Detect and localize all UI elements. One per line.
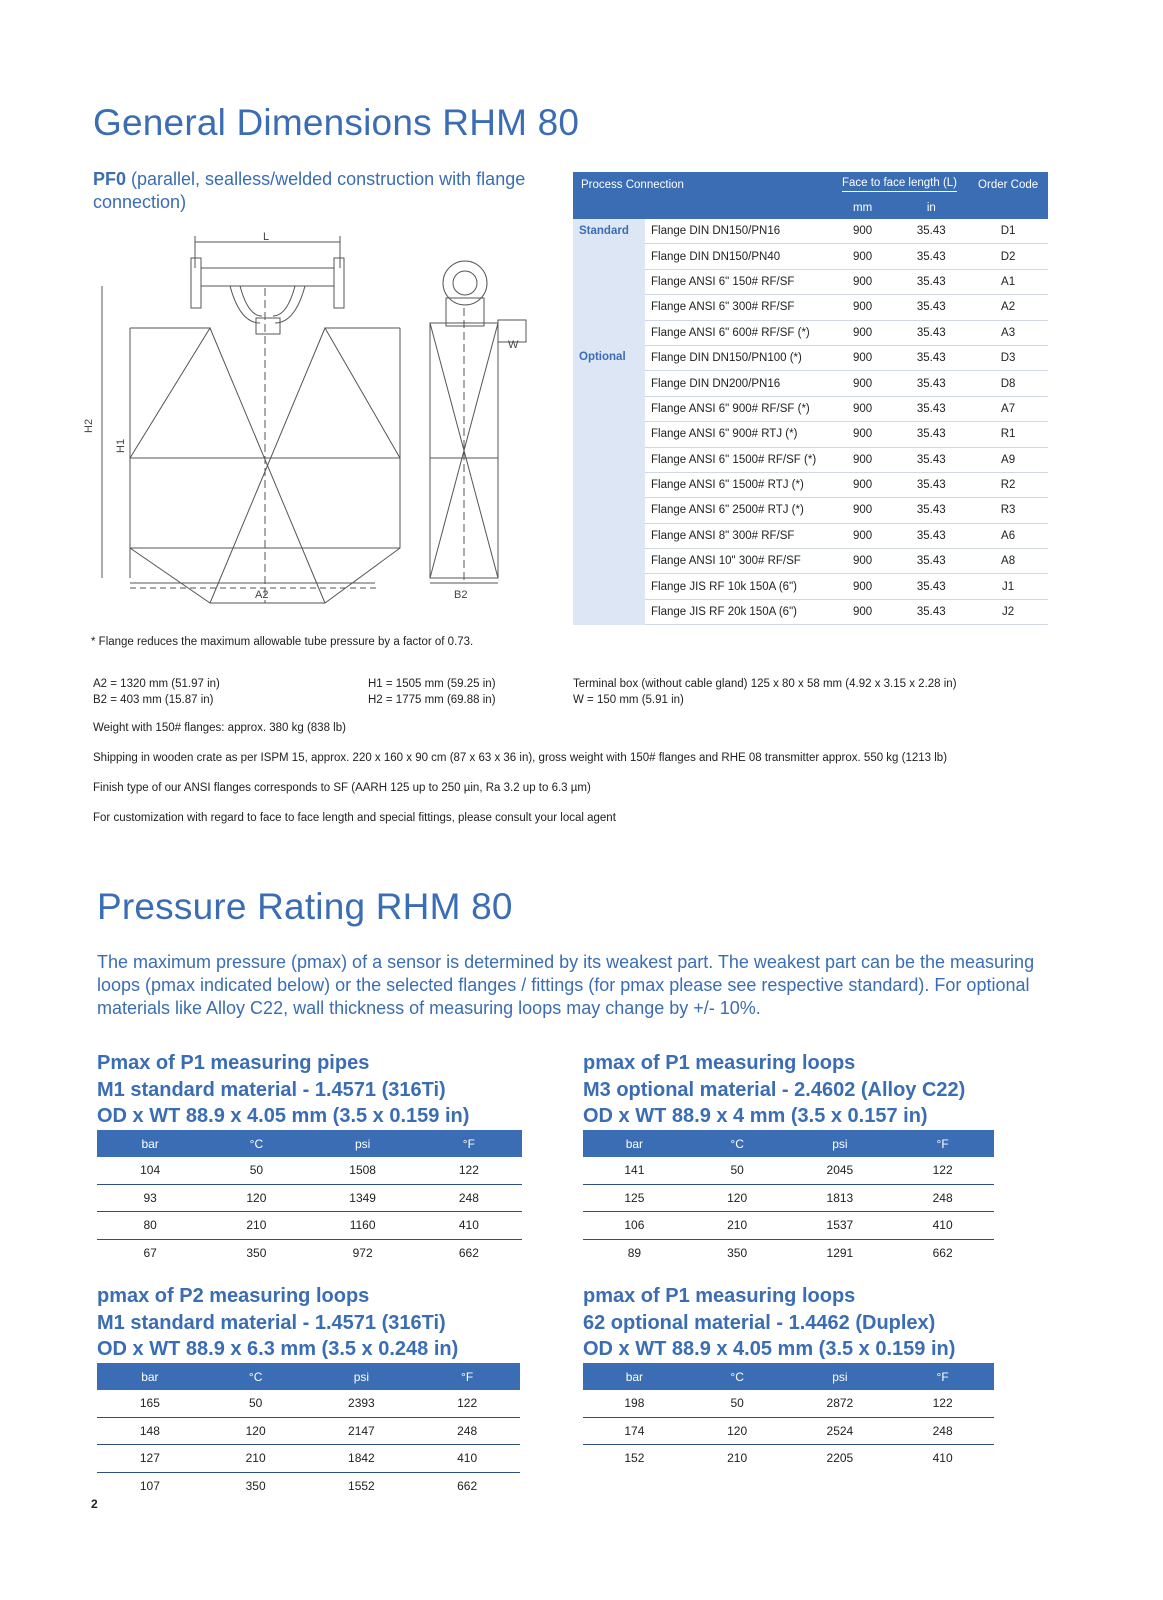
pressure-section-title (97, 1283, 458, 1363)
pressure-cell: 122 (414, 1390, 520, 1417)
in-cell: 35.43 (894, 498, 968, 523)
order-code-cell: R3 (968, 498, 1048, 523)
left-flange (191, 258, 201, 308)
in-cell: 35.43 (894, 371, 968, 396)
pressure-title: Pressure Rating RHM 80 (97, 886, 513, 927)
pressure-cell: 2205 (826, 1451, 854, 1466)
pressure-title-line: M1 standard material - 1.4571 (316Ti) (97, 1311, 446, 1334)
flange-cell: Flange ANSI 6" 150# RF/SF (645, 269, 831, 294)
col-header: bar (583, 1130, 686, 1157)
col-header: °F (891, 1363, 994, 1390)
in-cell: 35.43 (894, 472, 968, 497)
in-cell: 35.43 (894, 320, 968, 345)
table-row (97, 1390, 520, 1417)
header-blank (968, 197, 1048, 219)
mm-cell: 900 (831, 295, 895, 320)
pressure-cell: 198 (583, 1390, 686, 1417)
flange-cell: Flange ANSI 6" 1500# RF/SF (*) (645, 447, 831, 472)
pressure-cell: 210 (203, 1212, 309, 1240)
mm-cell: 900 (831, 345, 895, 370)
dim-a2-b2 (93, 676, 220, 708)
note-shipping: Shipping in wooden crate as per ISPM 15, approx. 220 x 160 x 90 cm (87 x 63 x 36 in), gross weight with 150# flanges and RHE 08 transmitter approx. 550 kg (1213 lb) (93, 752, 948, 764)
pressure-cell: 165 (97, 1390, 203, 1417)
pressure-cell: 410 (416, 1212, 522, 1240)
mm-cell: 900 (831, 574, 895, 599)
pressure-cell: 125 (583, 1184, 686, 1212)
process-row (573, 523, 1048, 548)
pressure-section-title (583, 1050, 965, 1130)
pressure-title-line: pmax of P1 measuring loops (583, 1285, 856, 1307)
table-row (583, 1184, 994, 1212)
pressure-title-line: OD x WT 88.9 x 4.05 mm (3.5 x 0.159 in) (583, 1338, 956, 1360)
header-row (583, 1363, 994, 1390)
pressure-title-line: OD x WT 88.9 x 4.05 mm (3.5 x 0.159 in) (97, 1105, 470, 1127)
mm-cell: 900 (831, 422, 895, 447)
pressure-section-title (583, 1283, 955, 1363)
label-b2: B2 (454, 589, 468, 601)
pressure-cell: 1552 (348, 1478, 375, 1493)
pressure-cell: 662 (458, 1245, 479, 1260)
process-row (573, 574, 1048, 599)
pressure-cell: 350 (245, 1478, 266, 1493)
dim-h1: H1 = 1505 mm (59.25 in) (368, 678, 496, 690)
in-cell: 35.43 (894, 219, 968, 244)
in-cell: 35.43 (894, 523, 968, 548)
pressure-header (97, 1363, 520, 1390)
header-face-to-face (831, 172, 968, 197)
pressure-title-line: OD x WT 88.9 x 6.3 mm (3.5 x 0.248 in) (97, 1338, 459, 1360)
pressure-cell: 662 (932, 1245, 953, 1260)
pressure-cell: 972 (352, 1245, 373, 1260)
pressure-title-line: Pmax of P1 measuring pipes (97, 1052, 370, 1074)
pressure-title-line: pmax of P1 measuring loops (583, 1052, 856, 1074)
pressure-cell: 120 (203, 1417, 309, 1445)
col-header: °F (891, 1130, 994, 1157)
pressure-title-line: M1 standard material - 1.4571 (316Ti) (97, 1078, 446, 1101)
header-blank (573, 197, 831, 219)
pressure-cell: 148 (97, 1417, 203, 1445)
pressure-cell: 104 (97, 1157, 203, 1184)
process-row (573, 295, 1048, 320)
pressure-body (583, 1157, 994, 1266)
group-label: Standard (573, 219, 645, 345)
in-cell: 35.43 (894, 396, 968, 421)
flange-cell: Flange DIN DN150/PN100 (*) (645, 345, 831, 370)
flange-cell: Flange ANSI 6" 300# RF/SF (645, 295, 831, 320)
dim-w: W = 150 mm (5.91 in) (573, 694, 684, 706)
pressure-cell: 210 (686, 1212, 789, 1240)
mm-cell: 900 (831, 396, 895, 421)
order-code-cell: D8 (968, 371, 1048, 396)
process-row (573, 244, 1048, 269)
in-cell: 35.43 (894, 447, 968, 472)
col-header: bar (583, 1363, 686, 1390)
dimension-drawing (80, 228, 550, 608)
order-code-cell: A9 (968, 447, 1048, 472)
flange-cell: Flange JIS RF 20k 150A (6") (645, 599, 831, 624)
pressure-section-title (97, 1050, 469, 1130)
note-weight: Weight with 150# flanges: approx. 380 kg (838 lb) (93, 722, 346, 734)
table-row (97, 1157, 522, 1184)
mm-cell: 900 (831, 498, 895, 523)
pressure-cell: 1291 (826, 1245, 854, 1260)
pressure-cell: 2045 (789, 1157, 892, 1184)
pressure-cell: 50 (686, 1157, 789, 1184)
table-row (583, 1445, 994, 1472)
pressure-cell: 350 (246, 1245, 267, 1260)
flange-cell: Flange ANSI 6" 1500# RTJ (*) (645, 472, 831, 497)
in-cell: 35.43 (894, 295, 968, 320)
pressure-cell: 127 (97, 1445, 203, 1473)
pressure-cell: 1508 (310, 1157, 416, 1184)
dim-h1-h2 (368, 676, 496, 708)
mm-cell: 900 (831, 447, 895, 472)
order-code-cell: A8 (968, 549, 1048, 574)
mm-cell: 900 (831, 523, 895, 548)
flange-cell: Flange ANSI 10" 300# RF/SF (645, 549, 831, 574)
mm-cell: 900 (831, 219, 895, 244)
pressure-body (97, 1157, 522, 1266)
footnote: * Flange reduces the maximum allowable tube pressure by a factor of 0.73. (91, 636, 474, 648)
pressure-table-p1-duplex (583, 1363, 994, 1472)
flange-cell: Flange JIS RF 10k 150A (6") (645, 574, 831, 599)
dim-b2: B2 = 403 mm (15.87 in) (93, 694, 214, 706)
header-row (97, 1130, 522, 1157)
header-mm: mm (831, 197, 895, 219)
pressure-table-p2-m1 (97, 1363, 520, 1499)
label-h2: H2 (83, 418, 95, 433)
construction-text: (parallel, sealless/welded construction with flange connection) (93, 169, 526, 212)
col-header: psi (310, 1130, 416, 1157)
flange-cell: Flange ANSI 6" 2500# RTJ (*) (645, 498, 831, 523)
pressure-cell: 2147 (309, 1417, 415, 1445)
top-pipe (201, 268, 334, 286)
table-row (583, 1390, 994, 1417)
right-flange (334, 258, 344, 308)
process-row (573, 371, 1048, 396)
pressure-body (97, 1390, 520, 1499)
pressure-cell: 120 (686, 1417, 789, 1445)
mm-cell: 900 (831, 371, 895, 396)
pressure-cell: 1813 (789, 1184, 892, 1212)
pressure-title-line: OD x WT 88.9 x 4 mm (3.5 x 0.157 in) (583, 1105, 928, 1127)
process-row (573, 447, 1048, 472)
pressure-title-line: 62 optional material - 1.4462 (Duplex) (583, 1311, 936, 1334)
pressure-body (583, 1390, 994, 1472)
pressure-cell: 662 (457, 1478, 478, 1493)
mm-cell: 900 (831, 472, 895, 497)
construction-code: PF0 (93, 169, 127, 189)
table-row (583, 1157, 994, 1184)
dim-a2: A2 = 1320 mm (51.97 in) (93, 678, 220, 690)
pressure-table-p1-m3 (583, 1130, 994, 1266)
pressure-cell: 2393 (309, 1390, 415, 1417)
process-row (573, 219, 1048, 244)
pressure-description: The maximum pressure (pmax) of a sensor is determined by its weakest part. The weakest part can be the measuring loops (pmax indicated below) or the selected flanges / fittings (for pmax please see respective standard). For optional materials like Alloy C22, wall thickness of measuring loops may change by +/- 10%. (97, 952, 1035, 1018)
manifold (256, 318, 280, 334)
process-row (573, 320, 1048, 345)
col-header: °C (203, 1363, 309, 1390)
mm-cell: 900 (831, 320, 895, 345)
order-code-cell: D2 (968, 244, 1048, 269)
flange-cell: Flange ANSI 6" 900# RTJ (*) (645, 422, 831, 447)
table-row (97, 1445, 520, 1473)
pressure-cell: 93 (97, 1184, 203, 1212)
pressure-cell: 248 (414, 1417, 520, 1445)
pressure-cell: 350 (727, 1245, 748, 1260)
pressure-cell: 122 (891, 1157, 994, 1184)
pressure-cell: 1160 (310, 1212, 416, 1240)
in-cell: 35.43 (894, 244, 968, 269)
pressure-cell: 210 (727, 1451, 748, 1466)
process-row (573, 422, 1048, 447)
pressure-cell: 120 (686, 1184, 789, 1212)
col-header: bar (97, 1130, 203, 1157)
order-code-cell: D3 (968, 345, 1048, 370)
col-header: bar (97, 1363, 203, 1390)
label-h1: H1 (115, 438, 127, 453)
mm-cell: 900 (831, 599, 895, 624)
pressure-cell: 120 (203, 1184, 309, 1212)
table-row (97, 1239, 522, 1266)
col-header: °F (414, 1363, 520, 1390)
pressure-cell: 122 (891, 1390, 994, 1417)
order-code-cell: A7 (968, 396, 1048, 421)
header-order-code: Order Code (968, 172, 1048, 197)
dim-h2: H2 = 1775 mm (69.88 in) (368, 694, 496, 706)
pressure-title-line: pmax of P2 measuring loops (97, 1285, 370, 1307)
pressure-title-line: M3 optional material - 2.4602 (Alloy C22) (583, 1078, 966, 1101)
pressure-cell: 174 (583, 1417, 686, 1445)
note-finish: Finish type of our ANSI flanges corresponds to SF (AARH 125 up to 250 µin, Ra 3.2 up to 6.3 µm) (93, 782, 591, 794)
pressure-cell: 107 (139, 1478, 160, 1493)
order-code-cell: R1 (968, 422, 1048, 447)
flange-cell: Flange ANSI 6" 600# RF/SF (*) (645, 320, 831, 345)
body-outline (130, 328, 400, 603)
table-row (583, 1212, 994, 1240)
pressure-cell: 248 (891, 1184, 994, 1212)
table-row (583, 1417, 994, 1445)
pressure-cell: 410 (932, 1451, 953, 1466)
header-row (97, 1363, 520, 1390)
mm-cell: 900 (831, 244, 895, 269)
table-row (97, 1184, 522, 1212)
pressure-cell: 122 (416, 1157, 522, 1184)
note-customization: For customization with regard to face to face length and special fittings, please consult your local agent (93, 812, 616, 824)
order-code-cell: R2 (968, 472, 1048, 497)
order-code-cell: A3 (968, 320, 1048, 345)
pressure-header (583, 1363, 994, 1390)
col-header: psi (309, 1363, 415, 1390)
order-code-cell: A6 (968, 523, 1048, 548)
pressure-cell: 1537 (789, 1212, 892, 1240)
pipe-bends (230, 286, 305, 323)
process-row (573, 599, 1048, 624)
pressure-cell: 50 (686, 1390, 789, 1417)
process-connection-table (573, 172, 1048, 625)
mm-cell: 900 (831, 269, 895, 294)
col-header: °C (686, 1130, 789, 1157)
in-cell: 35.43 (894, 269, 968, 294)
pressure-cell: 248 (891, 1417, 994, 1445)
order-code-cell: A2 (968, 295, 1048, 320)
flange-cell: Flange ANSI 8" 300# RF/SF (645, 523, 831, 548)
construction-description (93, 168, 543, 214)
table-row (97, 1417, 520, 1445)
side-neck (446, 298, 484, 326)
process-row (573, 472, 1048, 497)
col-header: °C (686, 1363, 789, 1390)
pressure-cell: 80 (97, 1212, 203, 1240)
header-in: in (894, 197, 968, 219)
page-title: General Dimensions RHM 80 (93, 102, 580, 143)
mm-cell: 900 (831, 549, 895, 574)
pressure-cell: 50 (203, 1390, 309, 1417)
label-w: W (508, 339, 519, 351)
pressure-cell: 2872 (789, 1390, 892, 1417)
dim-terminal-w (573, 676, 957, 708)
process-row (573, 498, 1048, 523)
col-header: °F (416, 1130, 522, 1157)
pressure-header (97, 1130, 522, 1157)
order-code-cell: D1 (968, 219, 1048, 244)
table-row (583, 1239, 994, 1266)
pressure-header (583, 1130, 994, 1157)
pressure-cell: 141 (583, 1157, 686, 1184)
col-header: °C (203, 1130, 309, 1157)
pressure-cell: 210 (203, 1445, 309, 1473)
header-process-connection: Process Connection (573, 172, 831, 197)
process-row (573, 269, 1048, 294)
pressure-cell: 50 (203, 1157, 309, 1184)
header-face-label: Face to face length (L) (842, 177, 957, 192)
page-number: 2 (91, 1497, 98, 1511)
flange-cell: Flange DIN DN150/PN16 (645, 219, 831, 244)
label-l: L (263, 231, 270, 243)
group-label: Optional (573, 345, 645, 624)
pressure-cell: 1842 (309, 1445, 415, 1473)
label-a2: A2 (255, 589, 269, 601)
pressure-cell: 152 (624, 1451, 645, 1466)
pressure-cell: 248 (416, 1184, 522, 1212)
flange-cell: Flange ANSI 6" 900# RF/SF (*) (645, 396, 831, 421)
col-header: psi (789, 1130, 892, 1157)
process-row (573, 345, 1048, 370)
in-cell: 35.43 (894, 599, 968, 624)
table-row (97, 1212, 522, 1240)
pressure-cell: 410 (414, 1445, 520, 1473)
pressure-cell: 1349 (310, 1184, 416, 1212)
process-row (573, 396, 1048, 421)
pressure-cell: 106 (583, 1212, 686, 1240)
pressure-cell: 67 (143, 1245, 157, 1260)
dim-terminal: Terminal box (without cable gland) 125 x 80 x 58 mm (4.92 x 3.15 x 2.28 in) (573, 678, 957, 690)
flange-cell: Flange DIN DN200/PN16 (645, 371, 831, 396)
in-cell: 35.43 (894, 574, 968, 599)
order-code-cell: J2 (968, 599, 1048, 624)
pressure-cell: 2524 (789, 1417, 892, 1445)
pressure-cell: 89 (627, 1245, 642, 1260)
flange-cell: Flange DIN DN150/PN40 (645, 244, 831, 269)
col-header: psi (789, 1363, 892, 1390)
header-row (583, 1130, 994, 1157)
in-cell: 35.43 (894, 549, 968, 574)
table-row (97, 1472, 520, 1499)
pressure-cell: 410 (891, 1212, 994, 1240)
order-code-cell: A1 (968, 269, 1048, 294)
order-code-cell: J1 (968, 574, 1048, 599)
process-row (573, 549, 1048, 574)
pressure-table-p1-m1 (97, 1130, 522, 1266)
in-cell: 35.43 (894, 345, 968, 370)
in-cell: 35.43 (894, 422, 968, 447)
side-flange-bore (453, 271, 477, 295)
